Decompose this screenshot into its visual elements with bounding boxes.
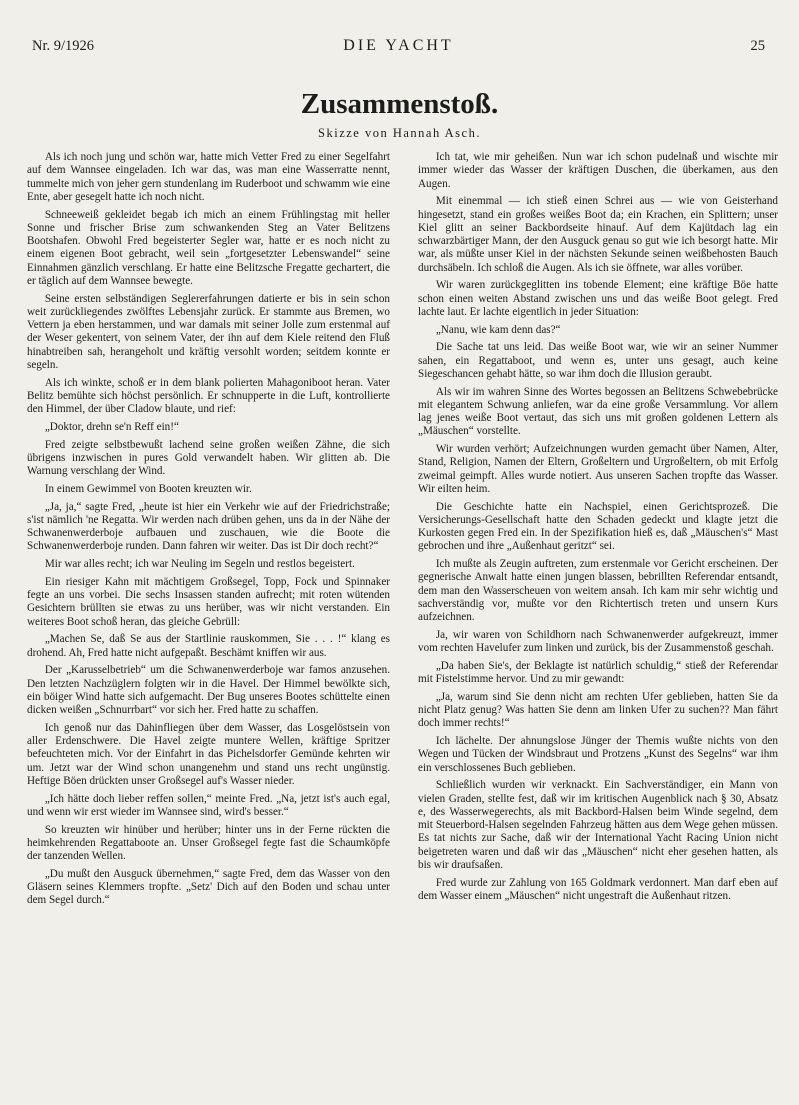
journal-name: DIE YACHT: [343, 37, 454, 54]
paragraph: So kreuzten wir hinüber und herüber; hinter uns in der Ferne rückten die heimkehrenden Regattaboote an. Unser Großsegel fegte fast die Schaumköpfe der tanzenden Wellen.: [27, 823, 390, 862]
article-title: Zusammenstoß.: [300, 88, 499, 120]
paragraph: Fred wurde zur Zahlung von 165 Goldmark verdonnert. Man darf eben auf dem Wasser einem „Mäuschen“ nicht ungestraft die Außenhaut ritzen.: [418, 876, 778, 902]
paragraph: „Da haben Sie's, der Beklagte ist natürlich schuldig,“ stieß der Referendar mit Fistelstimme hervor. Und zu mir gewandt:: [418, 659, 778, 685]
page-header: [32, 38, 765, 60]
paragraph: „Nanu, wie kam denn das?“: [435, 323, 561, 336]
paragraph: Die Geschichte hatte ein Nachspiel, einen Gerichtsprozeß. Die Versicherungs-Gesellschaft hatte den Schaden gedeckt und klagte jetzt die Kurkosten gegen Fred ein. In der Spezifikation hieß es, daß „Mäuschen's“ Mast gebrochen und ihre „Außenhaut geritzt“ sei.: [418, 500, 778, 553]
page-number: 25: [750, 38, 765, 54]
right-column: [418, 151, 778, 908]
paragraph: „Ich hätte doch lieber reffen sollen,“ meinte Fred. „Na, jetzt ist's auch egal, und wenn wir erst wieder im Wannsee sind, wird's besser.“: [27, 792, 390, 818]
paragraph: Ein riesiger Kahn mit mächtigem Großsegel, Topp, Fock und Spinnaker fegte an uns vorbei. Die sechs Insassen standen aufrecht; mit roten wütenden Gesichtern brüllten sie etwas zu uns herüber, was wir nicht verstanden. Ein weiteres Boot schoß heran, das gleiche Gebrüll:: [27, 575, 390, 628]
paragraph: Seine ersten selbständigen Seglererfahrungen datierte er bis in sein schon weit zurückliegendes zwölftes Lebensjahr zurück. Er stammte aus Bremen, wo Vettern ja eben herstammen, und war damals mit seiner Jolle zum erstenmal auf der Weser gekentert, von seinem Vater, der ihn auf dem Kiele reitend den Fluß hinabtreiben sah, herangeholt und kräftig versohlt worden; seitdem konnte er segeln.: [27, 292, 390, 371]
paragraph: Schneeweiß gekleidet begab ich mich an einem Frühlingstag mit heller Sonne und frischer Brise zum schwankenden Steg an Vater Belitzens Bootshafen. Obwohl Fred begeisterter Segler war, hatte er es noch nicht zu einem eigenen Boot gebracht, weil sein „fortgesetzter Lebenswandel“ seine Einnahmen gänzlich verschlang. Er hatte eine Belitzsche Fregatte gechartert, die er täglich auf dem Wannsee bewegte.: [27, 208, 390, 287]
paragraph: „Ja, warum sind Sie denn nicht am rechten Ufer geblieben, hatten Sie da nicht Platz genug? Was hatten Sie denn am linken Ufer zu suchen?? Man fährt doch immer rechts!“: [418, 690, 778, 730]
paragraph: Mit einemmal — ich stieß einen Schrei aus — wie von Geisterhand hingesetzt, stand ein großes weißes Boot da; ein Krachen, ein Splittern; unser Kiel glitt an seiner Backbordseite hinauf. Auf dem Kajütdach lag ein schwarzbärtiger Mann, der den Ausguck genau so gut wie ich besorgt hatte. Mir war, als müßte unser Kiel in der nächsten Sekunde seinen weißbehosten Bauch durchsäbeln. Ich schloß die Augen. Als ich sie öffnete, war alles vorüber.: [418, 195, 778, 274]
paragraph: Ich tat, wie mir geheißen. Nun war ich schon pudelnaß und wischte mir immer wieder das Wasser der kräftigen Duschen, die überkamen, aus den Augen.: [418, 151, 778, 190]
paragraph: Wir wurden verhört; Aufzeichnungen wurden gemacht über Namen, Alter, Stand, Religion, Namen der Eltern, Großeltern und Urgroßeltern, ob mit Erfolg zweimal geimpft. Alles wurde notiert. Aus unseren Sachen tropfte das Wasser. Wir eilten heim.: [418, 443, 778, 495]
paragraph: Die Sache tat uns leid. Das weiße Boot war, wie wir an seiner Nummer sahen, ein Regattaboot, und wenn es, unter uns gesagt, auch keine Siegeschancen gehabt hätte, so war ihm doch die Illusion geraubt.: [418, 341, 778, 380]
paragraph: Ja, wir waren von Schildhorn nach Schwanenwerder aufgekreuzt, immer vom rechten Havelufer zum linken und zurück, bis der Zusammenstoß geschah.: [418, 628, 778, 654]
issue-number: Nr. 9/1926: [32, 38, 95, 54]
article-subtitle: Skizze von Hannah Asch.: [318, 126, 481, 140]
paragraph: In einem Gewimmel von Booten kreuzten wir.: [44, 482, 252, 495]
paragraph: Als ich noch jung und schön war, hatte mich Vetter Fred zu einer Segelfahrt auf dem Wannsee eingeladen. Ich war das, was man eine Wasserratte nennt, tummelte mich von jeher gern stundenlang im Ruderboot und schwamm wie eine Ente, aber gesegelt hatte ich noch nicht.: [27, 151, 390, 203]
paragraph: „Machen Se, daß Se aus der Startlinie rauskommen, Sie . . . !“ klang es drohend. Ah, Fred hatte nicht aufgepaßt. Beschämt kniffen wir aus.: [27, 633, 390, 659]
paragraph: „Ja, ja,“ sagte Fred, „heute ist hier ein Verkehr wie auf der Friedrichstraße; s'ist nämlich 'ne Regatta. Wir werden nach drüben gehen, uns da in der Nähe der Schwanenwerderboje aufbauen und zuschauen, wie die Boote die Schwanenwerderboje runden. Dann fahren wir weiter. Das ist Dir doch recht?“: [27, 500, 390, 553]
paragraph: Als ich winkte, schoß er in dem blank polierten Mahagoniboot heran. Vater Belitz bemühte sich höchst persönlich. Er schnupperte in die Luft, kontrollierte den Himmel, der über Cladow blaute, und rief:: [27, 376, 390, 415]
paragraph: „Doktor, drehn se'n Reff ein!“: [44, 420, 179, 433]
paragraph: Mir war alles recht; ich war Neuling im Segeln und restlos begeistert.: [44, 558, 355, 570]
paragraph: Fred zeigte selbstbewußt lachend seine großen weißen Zähne, die sich übrigens inzwischen in pures Gold verwandelt haben. Wir glitten ab. Die Warnung verschlang der Wind.: [27, 438, 390, 477]
paragraph: Als wir im wahren Sinne des Wortes begossen an Belitzens Schwebebrücke mit elegantem Schwung anliefen, war da eine große Versammlung. Vor allem lag jenes weiße Boot vertaut, das sich uns mit großen goldenen Lettern als „Mäuschen“ vorstellte.: [418, 385, 778, 438]
paragraph: Ich genoß nur das Dahinfliegen über dem Wasser, das Losgelöstsein von aller Erdenschwere. Die Havel zeigte muntere Wellen, kräftige Spritzer befeuchteten mich. Vor der Einfahrt in das Pichelsdorfer Gemünde kehrten wir um. Jetzt war der Wind schon unangenehm und stand uns recht ungünstig. Heftige Böen drückten unser Großsegel auf's Wasser nieder.: [27, 721, 390, 787]
paragraph: Ich lächelte. Der ahnungslose Jünger der Themis wußte nichts von den Wegen und Tücken der Windsbraut und Protzens „Kunst des Segelns“ war ihm ein verschlossenes Buch geblieben.: [418, 735, 778, 774]
paragraph: Ich mußte als Zeugin auftreten, zum erstenmale vor Gericht erscheinen. Der gegnerische Anwalt hatte einen jungen blassen, bebrillten Referendar entsandt, dem man den Wasserscheuen von weitem ansah. Ich kam mir sehr wichtig und sachverständig vor, mußte vor den Richtertisch treten und unsern Kurs aufzeichnen.: [418, 558, 778, 623]
paragraph: Schließlich wurden wir verknackt. Ein Sachverständiger, ein Mann von vielen Graden, stellte fest, daß wir im kritischen Augenblick nach § 30, Absatz e, des Wasserwegerechts, als mit Backbord-Halsen beim Winde segelnd, dem mit Steuerbord-Halsen segelnden Fahrzeug hätten aus dem Wege gehen müssen. Es tat nichts zur Sache, daß wir der International Yacht Racing Union nicht beigetreten waren und daß wir das „Mäuschen“ nicht eher gesehen hatten, als bis wir draufsaßen.: [418, 779, 778, 871]
paragraph: Wir waren zurückgeglitten ins tobende Element; eine kräftige Böe hatte schon einen weiten Abstand zwischen uns und das weiße Boot gelegt. Fred lachte laut. Er lachte eigentlich in jeder Situation:: [418, 279, 778, 318]
paragraph: „Du mußt den Ausguck übernehmen,“ sagte Fred, dem das Wasser von den Gläsern seines Klemmers tropfte. „Setz' Dich auf den Boden und schau unter dem Segel durch.“: [27, 867, 390, 907]
paragraph: Der „Karusselbetrieb“ um die Schwanenwerderboje war famos anzusehen. Den letzten Nachzüglern folgten wir in die Havel. Der Himmel bewölkte sich, ein böiger Wind hatte sich aufgemacht. Der Bug unseres Bootes schüttelte einen dicken weißen „Schnurrbart“ vor sich her. Fred hatte zu schaffen.: [27, 664, 390, 716]
left-column: [27, 151, 390, 912]
